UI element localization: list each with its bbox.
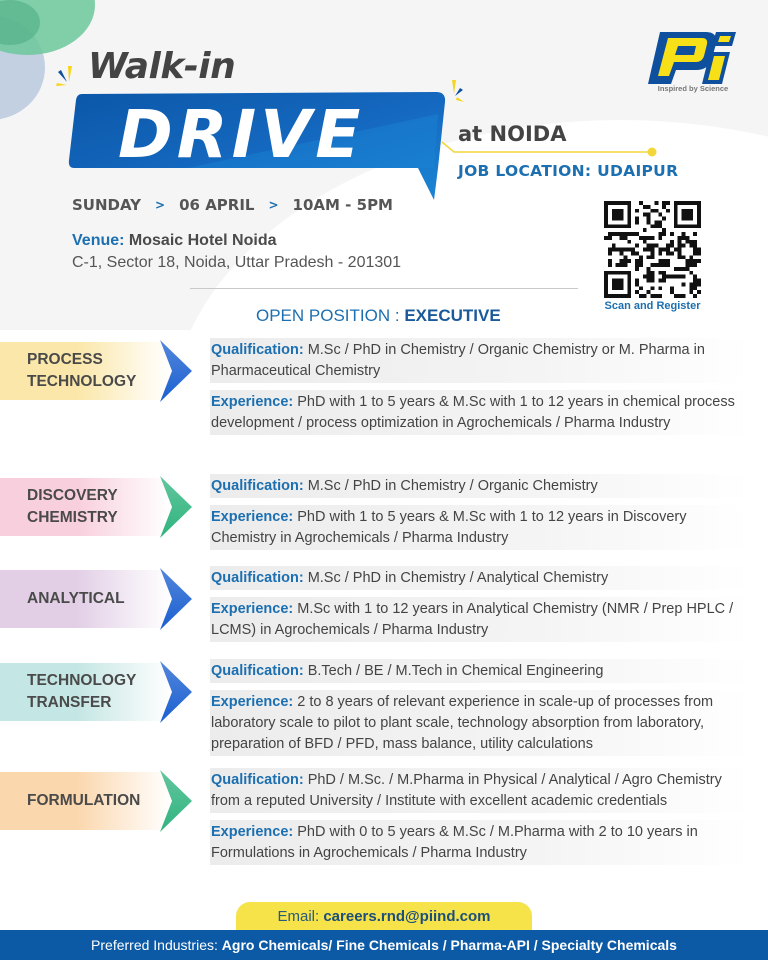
qr-module — [682, 275, 686, 279]
qr-module — [682, 209, 694, 221]
qr-module — [627, 240, 631, 244]
qr-module — [682, 294, 686, 298]
qr-module — [647, 244, 651, 248]
role-title-line: ANALYTICAL — [27, 590, 125, 607]
qr-module — [631, 232, 635, 236]
qr-module — [651, 286, 655, 290]
qr-module — [643, 240, 647, 244]
qr-module — [678, 244, 682, 248]
qr-module — [670, 251, 674, 255]
qualification-label: Qualification: — [211, 342, 304, 358]
qr-module — [693, 251, 697, 255]
qr-module — [651, 251, 655, 255]
qr-module — [693, 232, 697, 236]
sparkle-icon — [448, 78, 470, 106]
footer-industries-list: Agro Chemicals/ Fine Chemicals / Pharma-API / Specialty Chemicals — [221, 937, 677, 953]
qr-module — [674, 248, 678, 252]
qr-module — [647, 236, 651, 240]
qr-module — [631, 251, 635, 255]
experience-text: M.Sc with 1 to 12 years in Analytical Chemistry (NMR / Prep HPLC / LCMS) in Agrochemicals / Pharma Industry — [211, 601, 734, 638]
qr-module — [635, 217, 639, 221]
qr-module — [635, 232, 639, 236]
qr-module — [612, 244, 616, 248]
experience-label: Experience: — [211, 509, 294, 525]
qr-module — [658, 271, 662, 275]
qr-module — [697, 282, 701, 286]
qr-module — [658, 248, 662, 252]
qr-module — [651, 209, 655, 213]
footer-industries — [0, 930, 768, 960]
qr-module — [693, 259, 697, 263]
qr-module — [647, 248, 651, 252]
qr-module — [689, 255, 693, 259]
qr-module — [623, 236, 627, 240]
qr-module — [612, 248, 616, 252]
qr-module — [620, 251, 624, 255]
qr-module — [616, 248, 620, 252]
qr-module — [689, 263, 693, 267]
qr-module — [693, 244, 697, 248]
qr-module — [620, 248, 624, 252]
qr-module — [693, 279, 697, 283]
role-title-line: TRANSFER — [27, 694, 112, 711]
qr-module — [670, 275, 674, 279]
email-label: Email: — [277, 908, 324, 925]
qr-module — [662, 279, 666, 283]
qr-module — [658, 263, 662, 267]
qr-module — [685, 267, 689, 271]
qr-module — [685, 236, 689, 240]
qr-module — [654, 209, 658, 213]
qr-module — [651, 224, 655, 228]
qr-module — [682, 236, 686, 240]
qualification-label: Qualification: — [211, 772, 304, 788]
chevron-right-icon: > — [155, 198, 166, 212]
qr-module — [666, 209, 670, 213]
qr-module — [616, 263, 620, 267]
experience-text: PhD with 1 to 5 years & M.Sc with 1 to 12 years in chemical process development / process optimization in Agrochemicals / Pharma Industry — [211, 394, 735, 431]
chevron-right-icon — [158, 770, 192, 832]
drive-location: at NOIDA — [458, 122, 567, 146]
qr-module — [639, 255, 643, 259]
chevron-right-icon: > — [268, 198, 279, 212]
qr-module — [662, 248, 666, 252]
qr-module — [658, 224, 662, 228]
open-position-value: EXECUTIVE — [404, 306, 501, 325]
qr-module — [608, 259, 612, 263]
qr-module — [635, 279, 639, 283]
qr-module — [612, 232, 616, 236]
qr-module — [678, 255, 682, 259]
qr-module — [670, 244, 674, 248]
qr-code[interactable] — [600, 201, 705, 298]
qr-module — [647, 213, 651, 217]
qr-module — [620, 236, 624, 240]
qr-module — [658, 213, 662, 217]
qr-module — [647, 255, 651, 259]
qr-module — [678, 267, 682, 271]
qr-module — [658, 236, 662, 240]
qr-module — [654, 201, 658, 205]
venue-label: Venue: — [72, 232, 125, 249]
qr-module — [662, 201, 666, 205]
qr-module — [651, 244, 655, 248]
qr-module — [635, 251, 639, 255]
qr-module — [643, 248, 647, 252]
qr-module — [670, 232, 674, 236]
qr-module — [639, 263, 643, 267]
qr-module — [651, 294, 655, 298]
qr-module — [658, 251, 662, 255]
qr-module — [627, 232, 631, 236]
role-details — [210, 338, 750, 435]
qualification-label: Qualification: — [211, 478, 304, 494]
qr-module — [697, 248, 701, 252]
chevron-right-icon — [158, 568, 192, 630]
qr-module — [666, 259, 670, 263]
role-title-line: TECHNOLOGY — [27, 373, 137, 390]
qr-module — [662, 263, 666, 267]
qr-module — [623, 232, 627, 236]
qr-module — [623, 259, 627, 263]
qr-module — [662, 271, 666, 275]
qr-module — [631, 248, 635, 252]
qr-module — [623, 263, 627, 267]
qr-module — [674, 267, 678, 271]
role-title-line: CHEMISTRY — [27, 509, 118, 526]
qualification-text: PhD / M.Sc. / M.Pharma in Physical / Analytical / Agro Chemistry from a reputed University / Institute with excellent academic credentials — [211, 772, 722, 809]
qr-module — [635, 259, 639, 263]
role-qualification — [210, 474, 750, 498]
qr-module — [639, 294, 643, 298]
qr-module — [627, 248, 631, 252]
qr-module — [647, 279, 651, 283]
qualification-text: M.Sc / PhD in Chemistry / Organic Chemistry or M. Pharma in Pharmaceutical Chemistry — [211, 342, 705, 379]
qr-module — [689, 240, 693, 244]
qr-module — [689, 286, 693, 290]
qr-module — [651, 236, 655, 240]
qualification-label: Qualification: — [211, 570, 304, 586]
qr-module — [620, 263, 624, 267]
qr-module — [639, 201, 643, 205]
qr-module — [635, 282, 639, 286]
qr-module — [651, 279, 655, 283]
qr-module — [608, 248, 612, 252]
qr-module — [689, 244, 693, 248]
qr-module — [678, 294, 682, 298]
qr-module — [682, 244, 686, 248]
qr-module — [658, 279, 662, 283]
qr-module — [608, 263, 612, 267]
qr-module — [666, 244, 670, 248]
qr-module — [643, 228, 647, 232]
qr-module — [651, 255, 655, 259]
qr-module — [608, 236, 612, 240]
qr-module — [678, 236, 682, 240]
role-experience — [210, 390, 750, 435]
qr-module — [678, 248, 682, 252]
role-details — [210, 659, 750, 756]
qr-module — [658, 232, 662, 236]
qr-module — [639, 236, 643, 240]
drive-title: DRIVE — [118, 96, 365, 173]
qr-module — [654, 294, 658, 298]
experience-label: Experience: — [211, 824, 294, 840]
qr-module — [693, 294, 697, 298]
role-experience — [210, 505, 750, 550]
qr-module — [639, 259, 643, 263]
qr-module — [697, 251, 701, 255]
qr-module — [658, 286, 662, 290]
event-time: 10AM - 5PM — [292, 196, 393, 214]
qr-module — [612, 279, 624, 291]
qr-module — [693, 286, 697, 290]
role-qualification — [210, 338, 750, 383]
qr-module — [697, 279, 701, 283]
qr-module — [647, 290, 651, 294]
qr-module — [662, 205, 666, 209]
qr-module — [620, 259, 624, 263]
qr-module — [666, 251, 670, 255]
job-location: JOB LOCATION: UDAIPUR — [458, 162, 679, 180]
qr-module — [651, 248, 655, 252]
logo-tagline: Inspired by Science — [657, 84, 729, 93]
qr-module — [678, 240, 682, 244]
qr-module — [654, 263, 658, 267]
qr-module — [682, 267, 686, 271]
qualification-text: M.Sc / PhD in Chemistry / Organic Chemistry — [307, 478, 598, 494]
qr-module — [623, 255, 627, 259]
chevron-right-icon — [158, 340, 192, 402]
qr-module — [627, 259, 631, 263]
qr-module — [635, 267, 639, 271]
event-day: SUNDAY — [72, 196, 142, 214]
qr-module — [685, 259, 689, 263]
qr-module — [670, 290, 674, 294]
role-title — [0, 663, 170, 721]
qualification-text: M.Sc / PhD in Chemistry / Analytical Chemistry — [307, 570, 609, 586]
footer-label: Preferred Industries: — [91, 937, 222, 953]
qr-module — [643, 213, 647, 217]
qr-module — [678, 275, 682, 279]
qr-module — [662, 275, 666, 279]
qr-module — [647, 220, 651, 224]
qr-module — [685, 240, 689, 244]
experience-text: 2 to 8 years of relevant experience in scale-up of processes from laboratory scale to pilot to plant scale, technology absorption from laboratory, preparation of BFD / PFD, mass balance, utility calculations — [211, 694, 714, 752]
qr-module — [643, 275, 647, 279]
qr-module — [662, 228, 666, 232]
qr-module — [685, 263, 689, 267]
experience-text: PhD with 1 to 5 years & M.Sc with 1 to 12 years in Discovery Chemistry in Agrochemicals / Pharma Industry — [211, 509, 687, 546]
qr-module — [662, 259, 666, 263]
venue-address: C-1, Sector 18, Noida, Uttar Pradesh - 201301 — [72, 254, 402, 271]
qr-module — [666, 275, 670, 279]
qr-module — [620, 232, 624, 236]
qr-module — [647, 271, 651, 275]
qr-module — [697, 259, 701, 263]
qr-module — [658, 294, 662, 298]
qr-module — [693, 282, 697, 286]
role-details — [210, 768, 750, 865]
qr-module — [666, 201, 670, 205]
open-position — [256, 306, 501, 326]
chevron-right-icon — [158, 476, 192, 538]
experience-text: PhD with 0 to 5 years & M.Sc / M.Pharma with 2 to 10 years in Formulations in Agrochemicals / Pharma Industry — [211, 824, 698, 861]
email-link[interactable]: careers.rnd@piind.com — [323, 908, 491, 925]
qr-module — [689, 290, 693, 294]
qr-module — [689, 259, 693, 263]
walk-in-title: Walk-in — [88, 46, 236, 87]
qr-module — [670, 286, 674, 290]
experience-label: Experience: — [211, 694, 294, 710]
qualification-label: Qualification: — [211, 663, 304, 679]
experience-label: Experience: — [211, 601, 294, 617]
venue — [72, 232, 277, 250]
qr-module — [654, 244, 658, 248]
qr-module — [635, 220, 639, 224]
qr-module — [678, 251, 682, 255]
qr-module — [643, 236, 647, 240]
experience-label: Experience: — [211, 394, 294, 410]
qr-module — [689, 271, 693, 275]
qr-module — [654, 224, 658, 228]
role-title-line: TECHNOLOGY — [27, 672, 137, 689]
qr-module — [647, 217, 651, 221]
qr-module — [662, 217, 666, 221]
qr-module — [647, 267, 651, 271]
qr-module — [666, 248, 670, 252]
qr-module — [693, 248, 697, 252]
role-experience — [210, 820, 750, 865]
role-details — [210, 474, 750, 550]
role-title-line: PROCESS — [27, 351, 103, 368]
qr-module — [643, 294, 647, 298]
qr-module — [682, 282, 686, 286]
role-title — [0, 478, 170, 536]
qr-module — [604, 236, 608, 240]
qr-module — [635, 244, 639, 248]
qr-module — [635, 263, 639, 267]
qr-module — [666, 263, 670, 267]
qr-module — [639, 286, 643, 290]
qr-module — [612, 209, 624, 221]
role-title — [0, 570, 170, 628]
qr-module — [654, 220, 658, 224]
qr-module — [693, 263, 697, 267]
qr-module — [651, 271, 655, 275]
scan-register-label: Scan and Register — [604, 300, 701, 312]
qr-module — [693, 275, 697, 279]
divider — [190, 288, 578, 289]
qr-module — [608, 251, 612, 255]
qr-module — [651, 275, 655, 279]
qr-module — [608, 232, 612, 236]
chevron-right-icon — [158, 661, 192, 723]
qr-module — [635, 209, 639, 213]
role-qualification — [210, 566, 750, 590]
qualification-text: B.Tech / BE / M.Tech in Chemical Engineering — [307, 663, 604, 679]
event-date: 06 APRIL — [179, 196, 255, 214]
qr-module — [623, 248, 627, 252]
qr-module — [647, 205, 651, 209]
qr-module — [682, 255, 686, 259]
qr-module — [658, 259, 662, 263]
role-experience — [210, 690, 750, 756]
qr-module — [647, 275, 651, 279]
qr-module — [635, 290, 639, 294]
qr-module — [643, 205, 647, 209]
role-title — [0, 772, 170, 830]
role-qualification — [210, 768, 750, 813]
qr-module — [693, 240, 697, 244]
role-title-line: DISCOVERY — [27, 487, 118, 504]
role-title — [0, 342, 170, 400]
role-title-line: FORMULATION — [27, 792, 141, 809]
qr-module — [651, 263, 655, 267]
event-schedule — [72, 196, 393, 214]
qr-module — [697, 290, 701, 294]
qr-module — [674, 294, 678, 298]
role-experience — [210, 597, 750, 642]
role-details — [210, 566, 750, 642]
qr-module — [670, 240, 674, 244]
qr-module — [682, 232, 686, 236]
qr-module — [689, 282, 693, 286]
qr-module — [662, 232, 666, 236]
qr-module — [616, 232, 620, 236]
qr-module — [674, 275, 678, 279]
qr-module — [658, 220, 662, 224]
role-qualification — [210, 659, 750, 683]
open-position-label: OPEN POSITION : — [256, 306, 405, 325]
venue-name: Mosaic Hotel Noida — [128, 232, 277, 249]
